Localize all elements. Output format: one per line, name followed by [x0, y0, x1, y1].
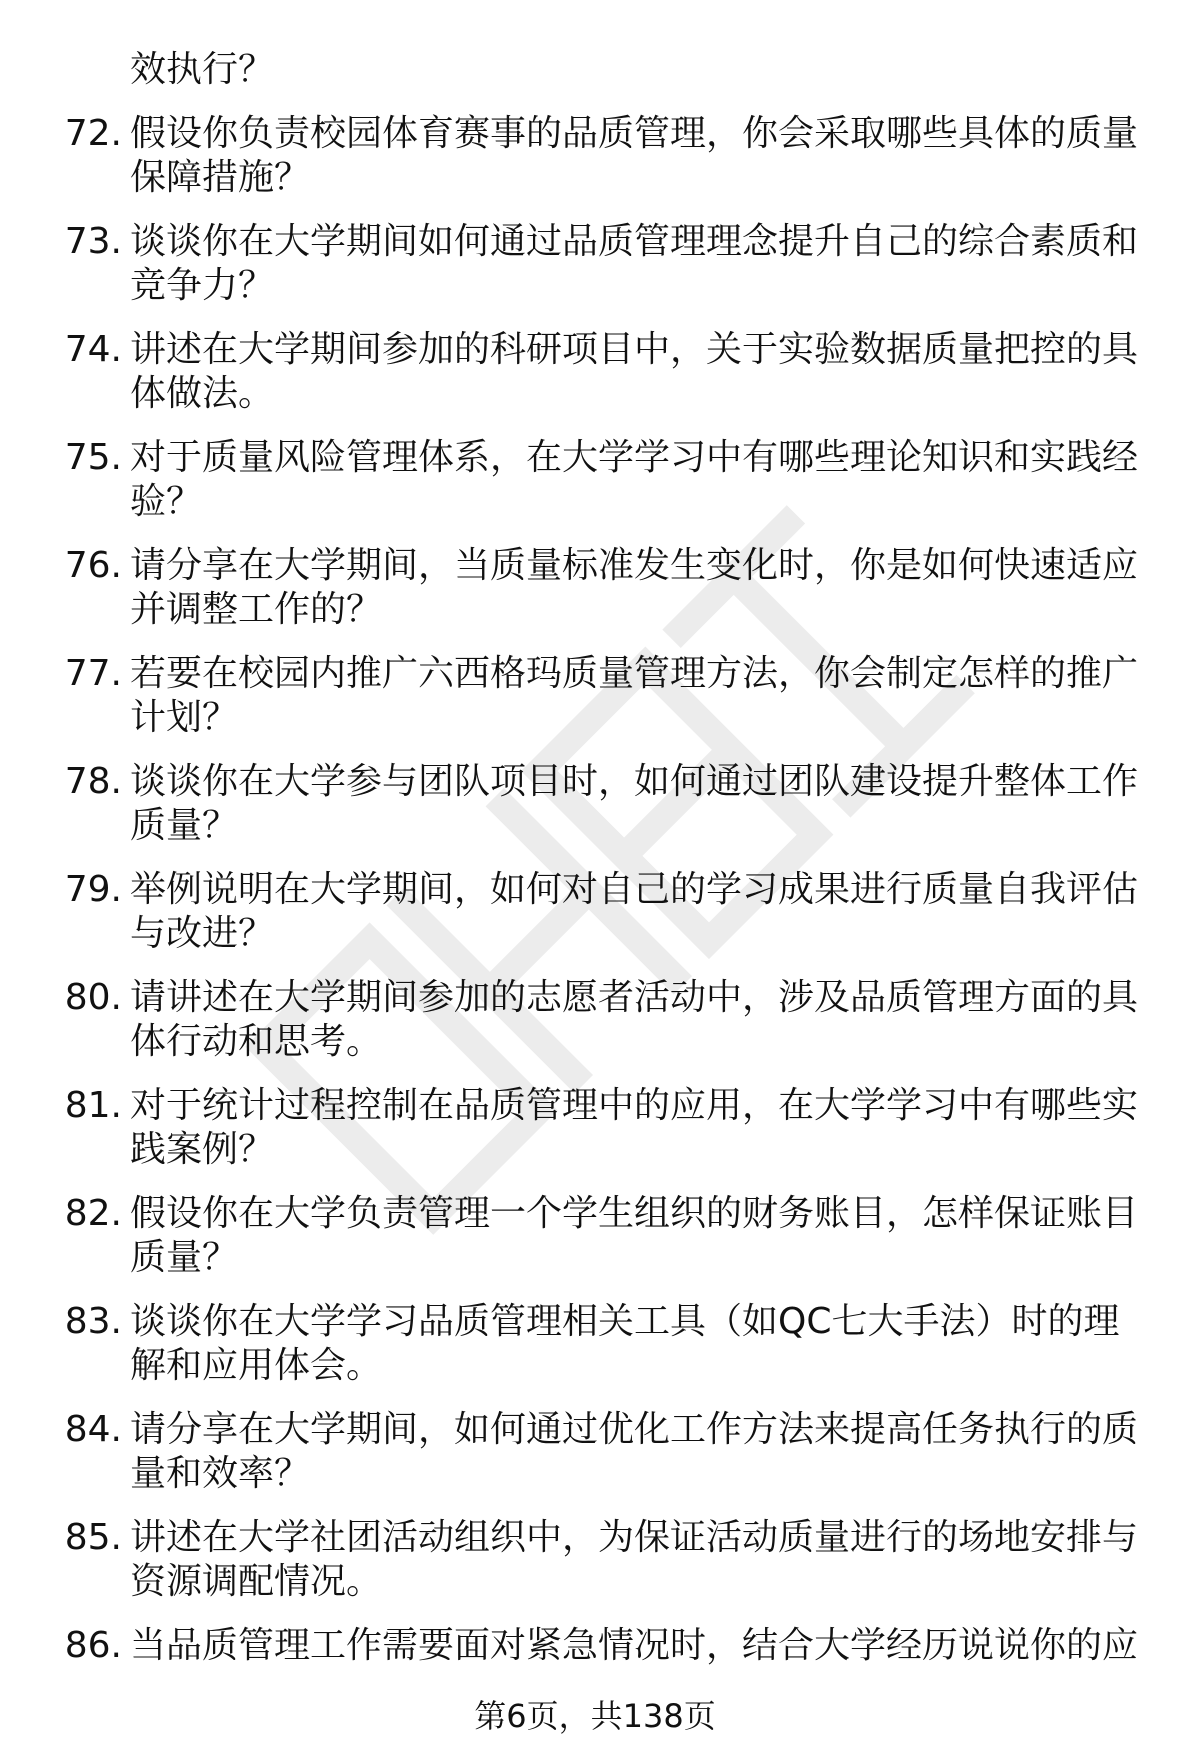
question-list: [60, 48, 1160, 1688]
question-text: 当品质管理工作需要面对紧急情况时，结合大学经历说说你的应: [130, 1625, 1139, 1666]
list-item: [60, 1624, 1160, 1668]
question-number: 82.: [64, 1193, 122, 1234]
list-item: [60, 436, 1160, 524]
question-number: 77.: [64, 653, 122, 694]
question-text: 对于质量风险管理体系，在大学学习中有哪些理论知识和实践经验？: [130, 437, 1139, 522]
list-item: [60, 544, 1160, 632]
question-number: 74.: [64, 329, 122, 370]
page-number-label: 第6页，共138页: [474, 1697, 716, 1735]
question-number: 79.: [64, 869, 122, 910]
question-number: 85.: [64, 1517, 122, 1558]
question-text: 请分享在大学期间，如何通过优化工作方法来提高任务执行的质量和效率？: [130, 1409, 1139, 1494]
list-item: [60, 976, 1160, 1064]
question-text: 对于统计过程控制在品质管理中的应用，在大学学习中有哪些实践案例？: [130, 1085, 1139, 1170]
list-item: [60, 652, 1160, 740]
question-number: 83.: [64, 1301, 122, 1342]
list-item: [60, 760, 1160, 848]
question-text: 请讲述在大学期间参加的志愿者活动中，涉及品质管理方面的具体行动和思考。: [130, 977, 1139, 1062]
list-item: [60, 1516, 1160, 1604]
list-item: [60, 1408, 1160, 1496]
question-number: 72.: [64, 113, 122, 154]
list-item: [60, 1300, 1160, 1388]
list-item: [60, 112, 1160, 200]
list-item: [60, 328, 1160, 416]
question-number: 78.: [64, 761, 122, 802]
question-number: 73.: [64, 221, 122, 262]
question-text: 若要在校园内推广六西格玛质量管理方法，你会制定怎样的推广计划？: [130, 653, 1139, 738]
question-number: 84.: [64, 1409, 122, 1450]
list-item: [60, 1192, 1160, 1280]
question-text: 假设你负责校园体育赛事的品质管理，你会采取哪些具体的质量保障措施？: [130, 113, 1139, 198]
question-text: 讲述在大学社团活动组织中，为保证活动质量进行的场地安排与资源调配情况。: [130, 1517, 1139, 1602]
list-item: [60, 220, 1160, 308]
list-item: [60, 868, 1160, 956]
question-text: 谈谈你在大学期间如何通过品质管理理念提升自己的综合素质和竞争力？: [130, 221, 1139, 306]
question-text: 讲述在大学期间参加的科研项目中，关于实验数据质量把控的具体做法。: [130, 329, 1139, 414]
question-text: 谈谈你在大学学习品质管理相关工具（如QC七大手法）时的理解和应用体会。: [130, 1301, 1120, 1386]
question-text: 举例说明在大学期间，如何对自己的学习成果进行质量自我评估与改进？: [130, 869, 1139, 954]
question-number: 75.: [64, 437, 122, 478]
question-text: 请分享在大学期间，当质量标准发生变化时，你是如何快速适应并调整工作的？: [130, 545, 1139, 630]
question-number: 81.: [64, 1085, 122, 1126]
page-footer: [0, 1696, 1190, 1736]
list-item: [60, 1084, 1160, 1172]
question-number: 80.: [64, 977, 122, 1018]
question-number: 76.: [64, 545, 122, 586]
question-text: 谈谈你在大学参与团队项目时，如何通过团队建设提升整体工作质量？: [130, 761, 1139, 846]
question-number: 86.: [64, 1625, 122, 1666]
question-text: 效执行？: [130, 49, 275, 90]
question-text: 假设你在大学负责管理一个学生组织的财务账目，怎样保证账目质量？: [130, 1193, 1139, 1278]
list-item: [60, 48, 1160, 92]
